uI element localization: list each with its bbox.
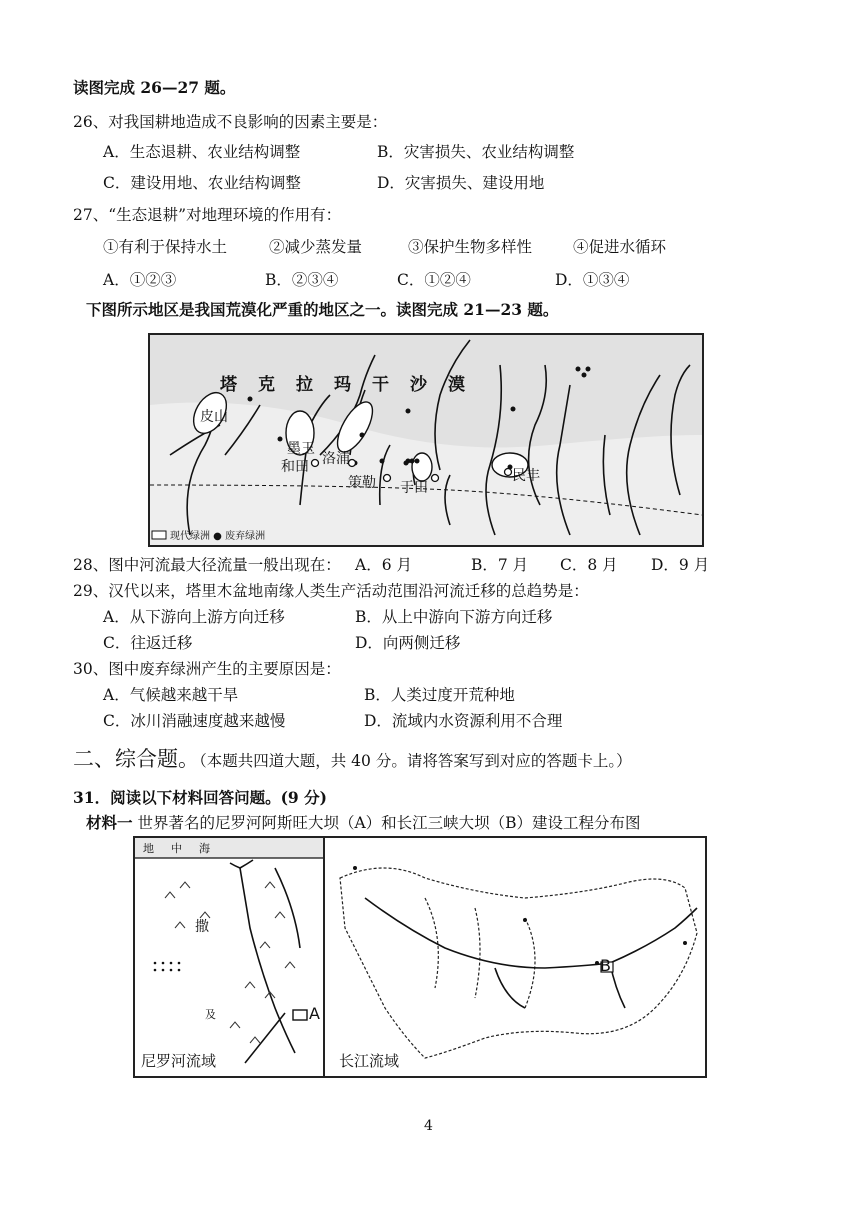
place-hetian: 和田 (281, 459, 309, 475)
yangtze-basin-graphic (325, 838, 705, 1076)
section-2-title: 二、综合题。 (73, 747, 199, 771)
yangtze-basin-label: 长江流域 (339, 1052, 400, 1070)
section-2-heading (73, 746, 632, 772)
q27-item-2: ②减少蒸发量 (269, 238, 363, 256)
q28-option-d: D．9 月 (651, 556, 710, 574)
q26-option-d: D．灾害损失、建设用地 (377, 174, 545, 192)
q28-option-c: C．8 月 (560, 556, 618, 574)
q30-option-d: D．流域内水资源利用不合理 (364, 712, 563, 730)
map-legend: 现代绿洲 ● 废弃绿洲 (170, 531, 266, 542)
q27-item-3: ③保护生物多样性 (408, 238, 533, 256)
nile-text-2: 及 (205, 1008, 216, 1021)
material-1-text: 世界著名的尼罗河阿斯旺大坝（A）和长江三峡大坝（B）建设工程分布图 (137, 814, 641, 832)
nile-basin-map (135, 838, 325, 1076)
place-yutian: 于田 (400, 480, 428, 496)
q28-option-b: B．7 月 (471, 556, 529, 574)
intro-21-23: 下图所示地区是我国荒漠化严重的地区之一。读图完成 21—23 题。 (86, 300, 559, 319)
nile-basin-graphic (135, 838, 323, 1076)
taklimakan-map-graphic (150, 335, 702, 545)
place-minfeng: 民丰 (512, 468, 540, 484)
q29-option-c: C．往返迁移 (103, 634, 193, 652)
section-2-note: （本题共四道大题，共 40 分。请将答案写到对应的答题卡上。） (199, 752, 632, 770)
dam-b-marker: B (600, 956, 611, 975)
q30-option-a: A．气候越来越干旱 (103, 686, 239, 704)
q30-option-c: C．冰川消融速度越来越慢 (103, 712, 286, 730)
q27-item-4: ④促进水循环 (573, 238, 667, 256)
place-pishan: 皮山 (200, 409, 228, 425)
place-moyu: 墨玉 (287, 441, 315, 457)
taklimakan-map (148, 333, 704, 547)
q29-stem: 29、汉代以来，塔里木盆地南缘人类生产活动范围沿河流迁移的总趋势是： (73, 582, 589, 600)
q27-option-a: A．①②③ (103, 271, 177, 289)
nile-basin-label: 尼罗河流域 (141, 1052, 217, 1070)
material-1 (86, 813, 641, 833)
q28-option-a: A．6 月 (355, 556, 412, 574)
q30-option-b: B．人类过度开荒种地 (364, 686, 515, 704)
q29-option-d: D．向两侧迁移 (355, 634, 461, 652)
q27-stem: 27、“生态退耕”对地理环境的作用有： (73, 206, 342, 224)
yangtze-basin-map (325, 838, 705, 1076)
q29-option-b: B．从上中游向下游方向迁移 (355, 608, 553, 626)
q27-option-b: B．②③④ (265, 271, 339, 289)
dam-maps (133, 836, 707, 1078)
q26-option-a: A．生态退耕、农业结构调整 (103, 143, 301, 161)
q30-stem: 30、图中废弃绿洲产生的主要原因是： (73, 660, 341, 678)
dam-a-marker: A (309, 1004, 320, 1023)
q26-option-b: B．灾害损失、农业结构调整 (377, 143, 575, 161)
intro-26-27: 读图完成 26—27 题。 (73, 78, 236, 97)
place-cele: 策勒 (348, 475, 376, 491)
q26-option-c: C．建设用地、农业结构调整 (103, 174, 301, 192)
page-number: 4 (424, 1118, 433, 1134)
nile-text-1: 撒 (195, 919, 209, 935)
q28-stem: 28、图中河流最大径流量一般出现在： (73, 556, 341, 574)
q27-option-c: C．①②④ (397, 271, 471, 289)
q29-option-a: A．从下游向上游方向迁移 (103, 608, 285, 626)
q31-stem: 31．阅读以下材料回答问题。(9 分) (73, 788, 327, 807)
q26-stem: 26、对我国耕地造成不良影响的因素主要是： (73, 113, 388, 131)
desert-name: 塔 克 拉 玛 干 沙 漠 (220, 375, 467, 395)
mediterranean-label: 地 中 海 (143, 842, 213, 855)
material-1-label: 材料一 (86, 813, 133, 832)
q27-option-d: D．①③④ (555, 271, 630, 289)
place-luopu: 洛浦 (322, 451, 350, 467)
q27-item-1: ①有利于保持水土 (103, 238, 228, 256)
